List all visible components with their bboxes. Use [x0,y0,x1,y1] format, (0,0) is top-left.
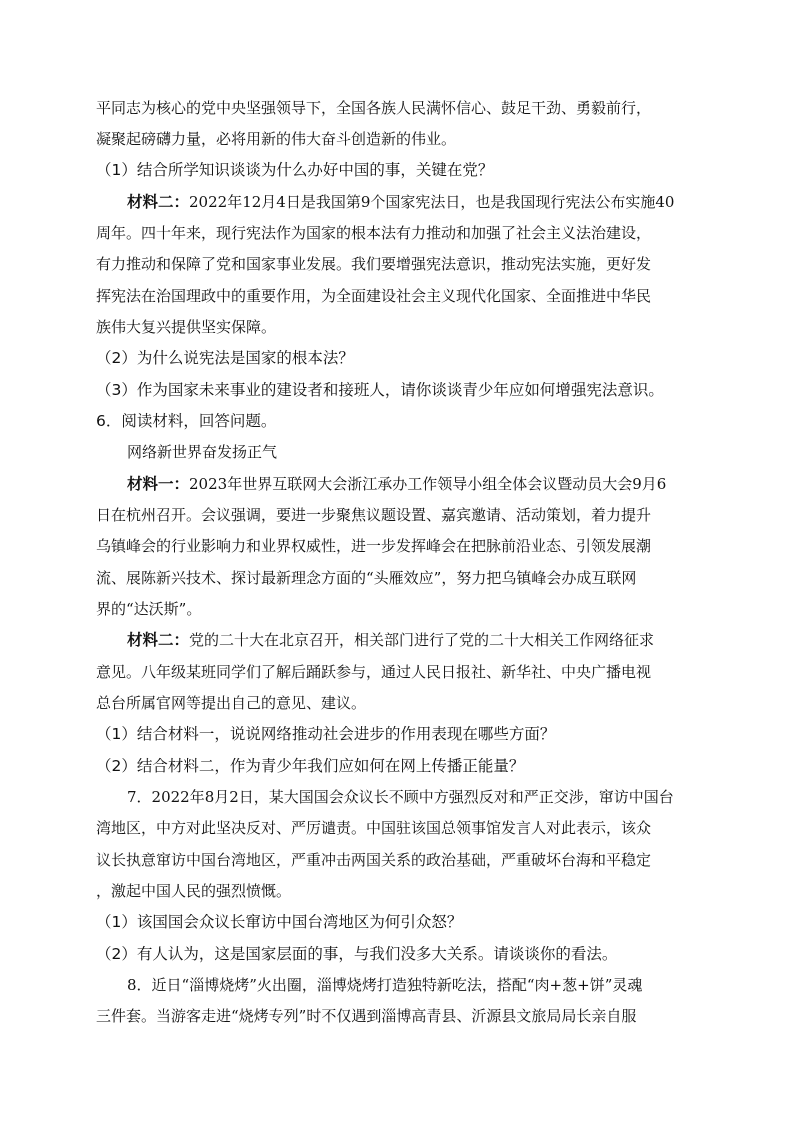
q6-material-one-line-4: 流、展陈新兴技术、探讨最新理念方面的“头雁效应”，努力把乌镇峰会办成互联网 [96,569,637,587]
material-two-label: 材料二： [127,631,190,649]
q6-material-two-line-2: 意见。八年级某班同学们了解后踊跃参与，通过人民日报社、新华社、中央广播电视 [96,663,652,681]
q7-sub-question-2: （2）有人认为，这是国家层面的事，与我们没多大关系。请谈谈你的看法。 [96,945,618,963]
q6-material-two-line-3: 总台所属官网等提出自己的意见、建议。 [96,694,367,712]
q6-material-title: 网络新世界奋发扬正气 [127,443,278,461]
q6-heading: 6．阅读材料，回答问题。 [96,412,277,430]
q8-line-1: 8．近日“淄博烧烤”火出圈，淄博烧烤打造独特新吃法，搭配“肉+葱+饼”灵魂 [127,976,643,994]
q5-sub-question-1: （1）结合所学知识谈谈为什么办好中国的事，关键在党？ [96,161,494,179]
q8-line-2: 三件套。当游客走进“烧烤专列”时不仅遇到淄博高青县、沂源县文旅局局长亲自服 [96,1007,637,1025]
q7-line-2: 湾地区，中方对此坚决反对、严厉谴责。中国驻该国总领事馆发言人对此表示，该众 [96,819,652,837]
q7-line-1: 7．2022年8月2日，某大国国会众议长不顾中方强烈反对和严正交涉，窜访中国台 [127,788,674,806]
q6-material-one-line-3: 乌镇峰会的行业影响力和业界权威性，进一步发挥峰会在把脉前沿业态、引领发展潮 [96,537,652,555]
q6-material-one-line-2: 日在杭州召开。会议强调，要进一步聚焦议题设置、嘉宾邀请、活动策划，着力提升 [96,506,652,524]
q7-sub-question-1: （1）该国国会众议长窜访中国台湾地区为何引众怒？ [96,913,463,931]
q5-material-two-line-2: 周年。四十年来，现行宪法作为国家的根本法有力推动和加强了社会主义法治建设， [96,224,652,242]
q5-material-two-line-3: 有力推动和保障了党和国家事业发展。我们要增强宪法意识，推动宪法实施，更好发 [96,255,652,273]
q6-material-two-line-1: 材料二：党的二十大在北京召开，相关部门进行了党的二十大相关工作网络征求 [127,631,655,649]
material-one-tail-line-2: 凝聚起磅礴力量，必将用新的伟大奋斗创造新的伟业。 [96,130,457,148]
q5-material-two-line-4: 挥宪法在治国理政中的重要作用，为全面建设社会主义现代化国家、全面推进中华民 [96,287,652,305]
q5-sub-question-3: （3）作为国家未来事业的建设者和接班人，请你谈谈青少年应如何增强宪法意识。 [96,381,664,399]
material-one-label: 材料一： [127,475,190,493]
material-one-tail-line-1: 平同志为核心的党中央坚强领导下，全国各族人民满怀信心、鼓足干劲、勇毅前行， [96,99,652,117]
q7-line-3: 议长执意窜访中国台湾地区，严重冲击两国关系的政治基础，严重破坏台海和平稳定 [96,851,652,869]
q6-sub-question-2: （2）结合材料二，作为青少年我们应如何在网上传播正能量？ [96,757,525,775]
q5-material-two-line-1: 材料二：2022年12月4日是我国第9个国家宪法日，也是我国现行宪法公布实施40 [127,193,675,211]
q5-sub-question-2: （2）为什么说宪法是国家的根本法？ [96,349,354,367]
q6-material-one-line-5: 界的“达沃斯”。 [96,600,202,618]
q6-material-one-line-1: 材料一：2023年世界互联网大会浙江承办工作领导小组全体会议暨动员大会9月6 [127,475,667,493]
q7-line-4: ，激起中国人民的强烈愤慨。 [96,882,292,900]
q5-material-two-line-5: 族伟大复兴提供坚实保障。 [96,318,277,336]
q6-sub-question-1: （1）结合材料一，说说网络推动社会进步的作用表现在哪些方面？ [96,725,556,743]
material-two-label: 材料二： [127,193,190,211]
